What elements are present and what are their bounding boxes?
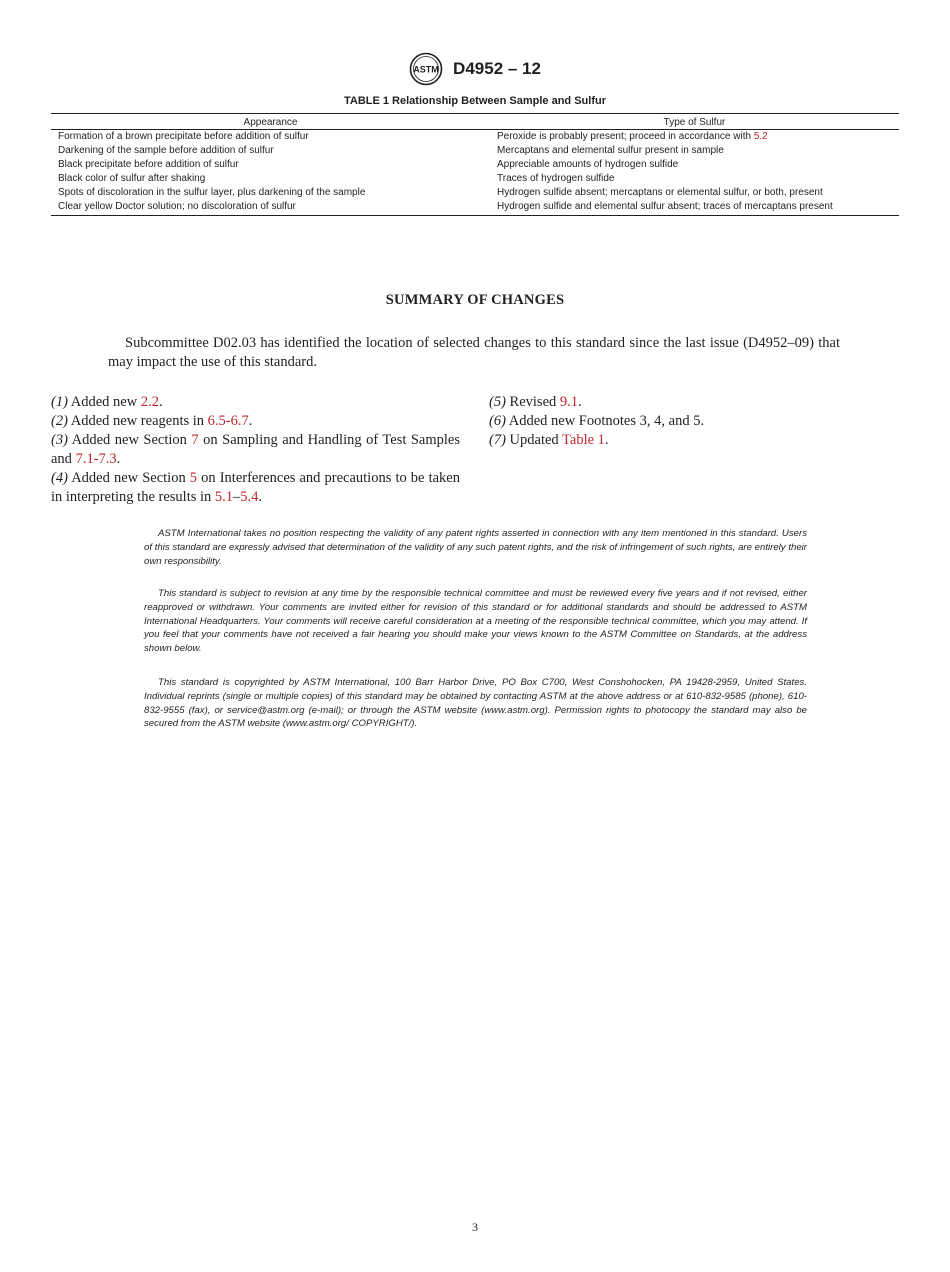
section-link[interactable]: 5 (189, 470, 198, 486)
cell-type-text: Peroxide is probably present; proceed in accordance with (497, 131, 754, 142)
change-item: (1) Added new 2.2. (51, 394, 163, 410)
designation: D4952 – 12 (453, 59, 541, 78)
section-link[interactable]: 5.4 (240, 489, 259, 505)
page-header (0, 52, 950, 86)
table-row (51, 144, 899, 158)
summary-heading: SUMMARY OF CHANGES (385, 292, 565, 308)
cell-appearance: Black color of sulfur after shaking (58, 173, 206, 184)
table-row (51, 200, 899, 216)
section-link[interactable]: 2.2 (140, 394, 159, 410)
table-row (51, 186, 899, 200)
cell-type: Appreciable amounts of hydrogen sulfide (497, 159, 679, 170)
table-header-row (51, 114, 899, 130)
change-item: (5) Revised 9.1. (489, 394, 582, 410)
table-1 (51, 113, 899, 216)
cell-type: Traces of hydrogen sulfide (497, 173, 615, 184)
cell-type: Hydrogen sulfide and elemental sulfur absent; traces of mercaptans present (490, 200, 899, 216)
section-link[interactable]: 7.1-7.3 (75, 451, 117, 467)
revision-notice: This standard is subject to revision at any time by the responsible technical committee and must be reviewed every five years and if not revised, either reapproved or withdrawn. Your comments are invited either for revision of this standard or for additional standards and should be addressed to ASTM International Headquarters. Your comments will receive careful consideration at a meeting of the responsible technical committee, which you may attend. If you feel that your comments have not received a fair hearing you should make your views known to the ASTM Committee on Standards, at the address shown below. (144, 588, 807, 655)
cell-appearance: Clear yellow Doctor solution; no discoloration of sulfur (51, 200, 490, 216)
section-link[interactable]: 9.1 (559, 394, 579, 410)
section-link[interactable]: 5.2 (753, 131, 768, 142)
change-item: (3) Added new Section 7 on Sampling and Handling of Test Samples and 7.1-7.3. (51, 432, 460, 467)
cell-type (490, 130, 899, 145)
column-header-appearance: Appearance (51, 114, 490, 130)
column-header-type-of-sulfur: Type of Sulfur (490, 114, 899, 130)
cell-appearance: Formation of a brown precipitate before addition of sulfur (58, 131, 309, 142)
copyright-notice: This standard is copyrighted by ASTM International, 100 Barr Harbor Drive, PO Box C700, West Conshohocken, PA 19428-2959, United States. Individual reprints (single or multiple copies) of this standard may be obtained by contacting ASTM at the above address or at 610-832-9585 (phone), 610-832-9555 (fax), or service@astm.org (e-mail); or through the ASTM website (www.astm.org). Permission rights to photocopy the standard may also be secured from the ASTM website (www.astm.org/ COPYRIGHT/). (144, 677, 807, 730)
table-row (51, 172, 899, 186)
cell-appearance: Darkening of the sample before addition of sulfur (58, 145, 274, 156)
cell-type: Mercaptans and elemental sulfur present in sample (497, 145, 724, 156)
change-item: (6) Added new Footnotes 3, 4, and 5. (489, 413, 705, 429)
cell-type: Hydrogen sulfide absent; mercaptans or elemental sulfur, or both, present (497, 187, 823, 198)
table-title: TABLE 1 Relationship Between Sample and Sulfur (343, 95, 606, 107)
change-item: (7) Updated Table 1. (489, 432, 609, 448)
changes-list-right (489, 393, 899, 450)
change-item: (2) Added new reagents in 6.5-6.7. (51, 413, 253, 429)
table-row (51, 158, 899, 172)
page-number: 3 (472, 1220, 478, 1234)
changes-list-left (51, 393, 460, 507)
summary-intro: Subcommittee D02.03 has identified the location of selected changes to this standard since the last issue (D4952–09) that may impact the use of this standard. (108, 335, 840, 370)
patent-notice: ASTM International takes no position respecting the validity of any patent rights asserted in connection with any item mentioned in this standard. Users of this standard are expressly advised that determination of the validity of any such patent rights, and the risk of infringement of such rights, are entirely their own responsibility. (144, 528, 807, 567)
change-item: (4) Added new Section 5 on Interferences and precautions to be taken in interpreting the results in 5.1–5.4. (51, 470, 460, 505)
cell-appearance: Black precipitate before addition of sulfur (58, 159, 239, 170)
section-link[interactable]: 6.5-6.7 (207, 413, 249, 429)
logo-text: ASTM (413, 64, 439, 75)
table-link[interactable]: Table 1 (562, 432, 605, 448)
astm-logo-icon (409, 52, 443, 86)
section-link[interactable]: 7 (191, 432, 199, 448)
section-link[interactable]: 5.1 (214, 489, 234, 505)
table-row (51, 130, 899, 145)
cell-appearance: Spots of discoloration in the sulfur layer, plus darkening of the sample (58, 187, 366, 198)
